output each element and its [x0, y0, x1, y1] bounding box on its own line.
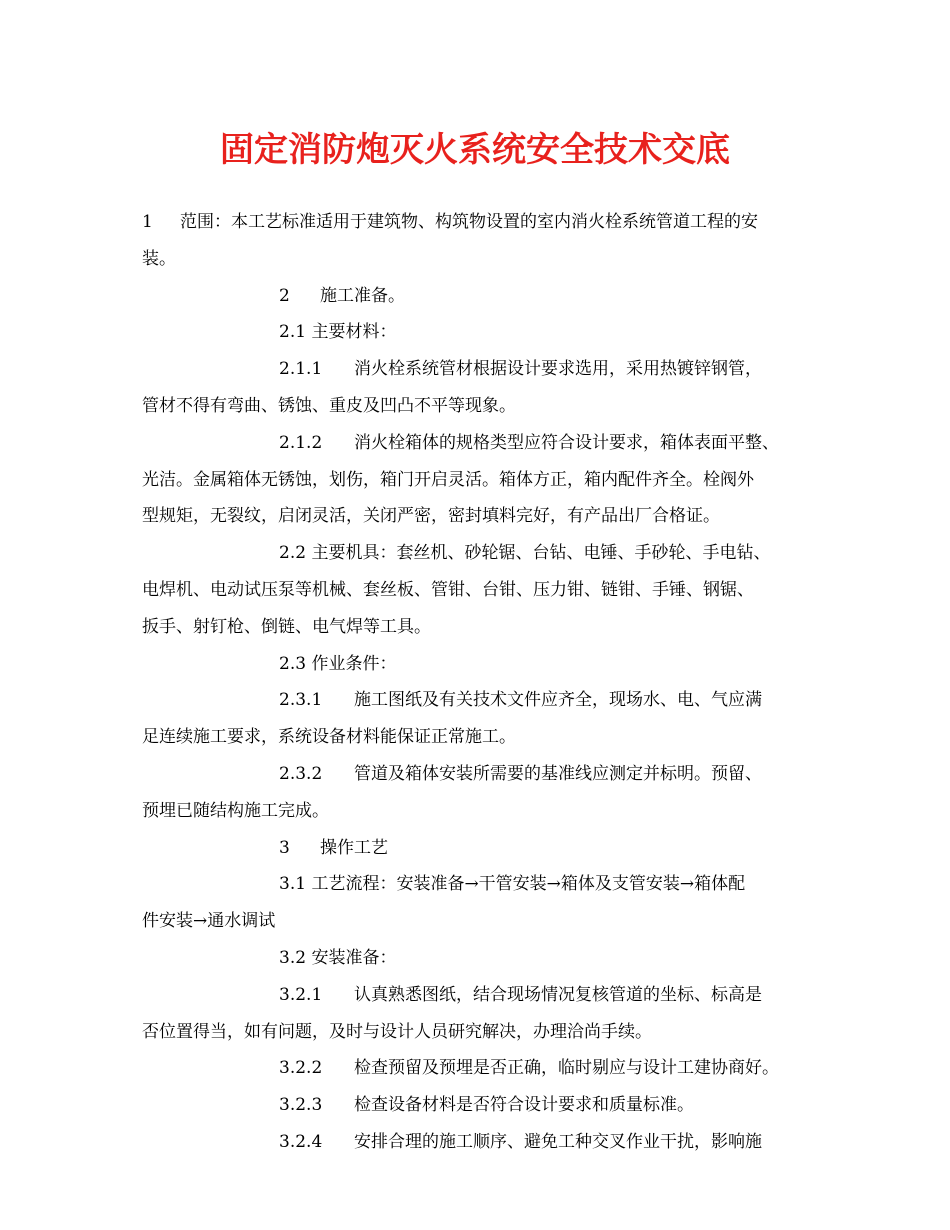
paragraph-1: [142, 204, 822, 241]
paragraph-2-1-2: [142, 425, 822, 462]
section-number: 2.1.2: [279, 432, 323, 453]
paragraph-2-1-1: [142, 351, 822, 388]
paragraph-2-1-2-cont: 型规矩，无裂纹，启闭灵活，关闭严密，密封填料完好，有产品出厂合格证。: [142, 506, 720, 527]
paragraph-2-3-2: [142, 756, 822, 793]
paragraph-1-cont: 装。: [142, 248, 176, 269]
paragraph-2-2: 2.2 主要机具：套丝机、砂轮锯、台钻、电锤、手砂轮、手电钻、: [279, 543, 771, 564]
paragraph-2-2-cont: 扳手、射钉枪、倒链、电气焊等工具。: [142, 616, 431, 637]
paragraph-2-1-1-cont: 管材不得有弯曲、锈蚀、重皮及凹凸不平等现象。: [142, 395, 516, 416]
section-number: 3.2.4: [279, 1131, 323, 1152]
paragraph-text: 范围：本工艺标准适用于建筑物、构筑物设置的室内消火栓系统管道工程的安: [180, 212, 758, 232]
section-heading-text: 操作工艺: [320, 837, 388, 858]
section-number: 3: [279, 837, 290, 858]
paragraph-2-3-1-cont: 足连续施工要求，系统设备材料能保证正常施工。: [142, 727, 516, 748]
paragraph-3-2-4: [142, 1124, 822, 1161]
paragraph-text: 认真熟悉图纸，结合现场情况复核管道的坐标、标高是: [354, 984, 762, 1005]
paragraph-2-3-1: [142, 682, 822, 719]
document-body: [142, 204, 822, 1161]
section-2-1-heading: 2.1 主要材料：: [279, 322, 397, 343]
section-heading-text: 施工准备。: [320, 285, 405, 306]
document-title: 固定消防炮灭火系统安全技术交底: [220, 130, 730, 170]
section-number: 2: [279, 285, 290, 306]
paragraph-3-2-1-cont: 否位置得当，如有问题，及时与设计人员研究解决，办理洽尚手续。: [142, 1021, 652, 1042]
section-number: 3.2.1: [279, 984, 323, 1005]
paragraph-3-2-2: [142, 1050, 822, 1087]
paragraph-text: 安排合理的施工顺序、避免工种交叉作业干扰，影响施: [354, 1131, 762, 1152]
section-number: 2.3.1: [279, 690, 323, 711]
section-3-heading: [142, 830, 822, 867]
paragraph-text: 消火栓箱体的规格类型应符合设计要求，箱体表面平整、: [354, 432, 779, 453]
paragraph-text: 消火栓系统管材根据设计要求选用，采用热镀锌钢管，: [354, 359, 762, 380]
paragraph-2-1-2-cont: 光洁。金属箱体无锈蚀，划伤，箱门开启灵活。箱体方正，箱内配件齐全。栓阀外: [142, 469, 754, 490]
paragraph-3-1: 3.1 工艺流程：安装准备→干管安装→箱体及支管安装→箱体配: [279, 874, 746, 895]
paragraph-text: 检查预留及预埋是否正确，临时剔应与设计工建协商好。: [354, 1058, 779, 1079]
paragraph-3-2-3: [142, 1087, 822, 1124]
section-number: 2.3.2: [279, 763, 323, 784]
section-number: 3.2.3: [279, 1095, 323, 1116]
paragraph-2-2-cont: 电焊机、电动试压泵等机械、套丝板、管钳、台钳、压力钳、链钳、手锤、钢锯、: [142, 579, 754, 600]
section-3-2-heading: 3.2 安装准备：: [279, 947, 397, 968]
section-2-heading: [142, 278, 822, 315]
paragraph-text: 检查设备材料是否符合设计要求和质量标准。: [354, 1095, 694, 1116]
paragraph-3-2-1: [142, 977, 822, 1014]
paragraph-3-1-cont: 件安装→通水调试: [142, 911, 276, 932]
paragraph-2-3-2-cont: 预埋已随结构施工完成。: [142, 800, 329, 821]
section-number: 1: [142, 212, 153, 232]
section-number: 2.1.1: [279, 359, 323, 380]
paragraph-text: 管道及箱体安装所需要的基准线应测定并标明。预留、: [354, 763, 762, 784]
section-2-3-heading: 2.3 作业条件：: [279, 653, 397, 674]
paragraph-text: 施工图纸及有关技术文件应齐全，现场水、电、气应满: [354, 690, 762, 711]
section-number: 3.2.2: [279, 1058, 323, 1079]
